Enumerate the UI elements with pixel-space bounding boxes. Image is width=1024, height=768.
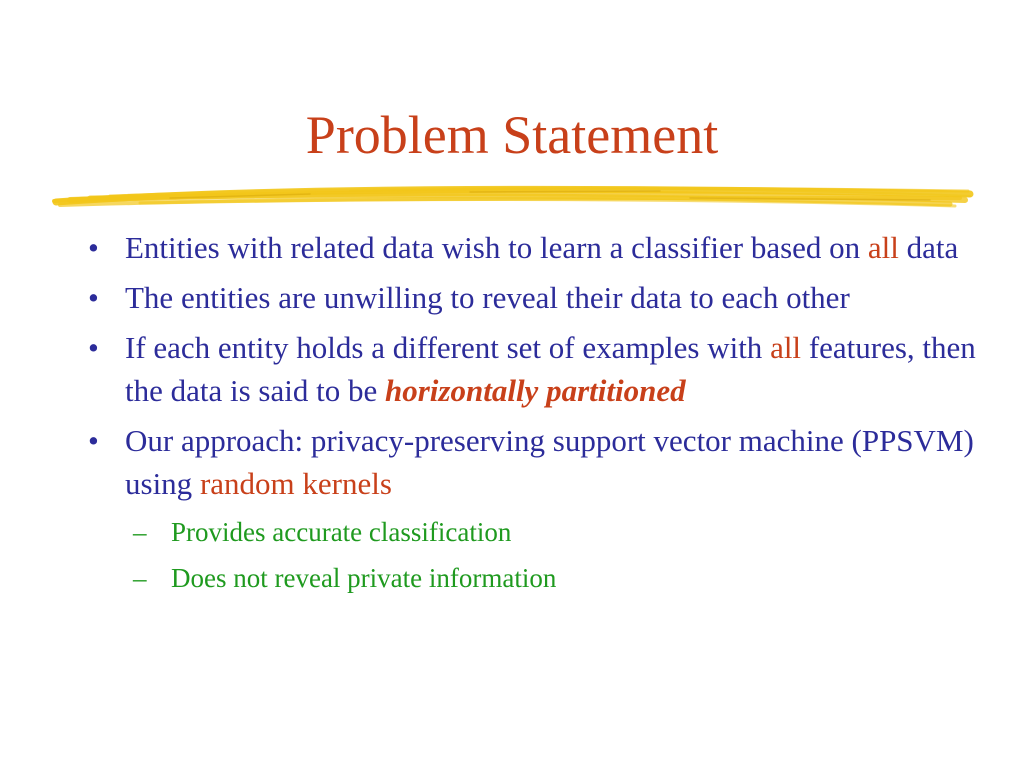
sub-bullet-item (80, 512, 980, 552)
bullet-text: Our approach: privacy-preserving support vector machine (PPSVM) using (125, 423, 974, 501)
slide-title: Problem Statement (305, 105, 719, 165)
bullet-dot: • (88, 230, 99, 265)
bullet-item (80, 276, 980, 319)
bullet-item (80, 226, 980, 269)
sub-bullet-dash: – (133, 563, 147, 593)
bullet-dot: • (88, 423, 99, 458)
slide-body (80, 226, 980, 604)
sub-bullet-item (80, 558, 980, 598)
bullet-text: The entities are unwilling to reveal their data to each other (125, 280, 850, 315)
bullet-highlight: all (770, 330, 802, 365)
bullet-text: If each entity holds a different set of examples with (125, 330, 771, 365)
bullet-text: data (898, 230, 959, 265)
bullet-emphasis: horizontally partitioned (385, 373, 686, 408)
sub-bullet-text: Provides accurate classification (171, 517, 512, 547)
bullet-dot: • (88, 330, 99, 365)
bullet-text: Entities with related data wish to learn a classifier based on (125, 230, 868, 265)
bullet-dot: • (88, 280, 99, 315)
sub-bullet-text: Does not reveal private information (171, 563, 557, 593)
sub-bullet-dash: – (133, 517, 147, 547)
title-underline-brush (50, 178, 978, 222)
bullet-highlight: random kernels (199, 466, 392, 501)
bullet-item (80, 419, 980, 505)
bullet-text: features, then the data is said to be (125, 330, 976, 408)
bullet-highlight: all (867, 230, 899, 265)
bullet-item (80, 326, 980, 412)
